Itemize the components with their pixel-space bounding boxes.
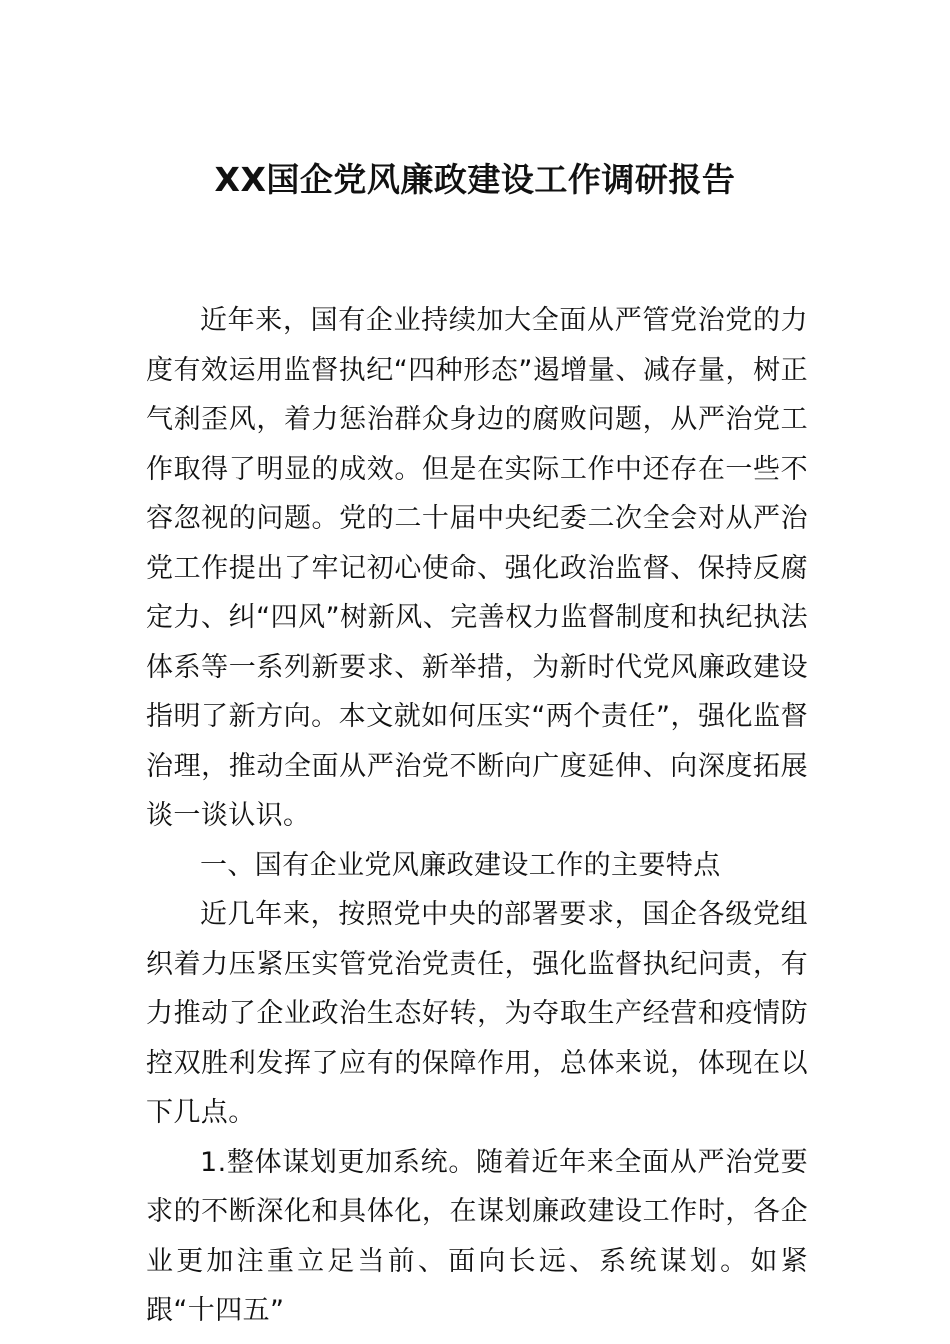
intro-paragraph: 近年来，国有企业持续加大全面从严管党治党的力度有效运用监督执纪“四种形态”遏增量、减存量，树正气刹歪风，着力惩治群众身边的腐败问题，从严治党工作取得了明显的成效。但是在实际工作中还存在一些不容忽视的问题。党的二十届中央纪委二次全会对从严治党工作提出了牢记初心使命、强化政治监督、保持反腐定力、纠“四风”树新风、完善权力监督制度和执纪执法体系等一系列新要求、新举措，为新时代党风廉政建设指明了新方向。本文就如何压实“两个责任”，强化监督治理，推动全面从严治党不断向广度延伸、向深度拓展谈一谈认识。: [146, 305, 808, 831]
section-1-paragraph: 近几年来，按照党中央的部署要求，国企各级党组织着力压紧压实管党治党责任，强化监督执纪问责，有力推动了企业政治生态好转，为夺取生产经营和疫情防控双胜利发挥了应有的保障作用，总体来说，体现在以下几点。: [146, 899, 808, 1128]
point-1-paragraph: 1.整体谋划更加系统。随着近年来全面从严治党要求的不断深化和具体化，在谋划廉政建设工作时，各企业更加注重立足当前、面向长远、系统谋划。如紧跟“十四五”: [146, 1146, 808, 1326]
document-title: XX国企党风廉政建设工作调研报告: [214, 160, 736, 199]
section-heading-1: 一、国有企业党风廉政建设工作的主要特点: [200, 849, 721, 881]
document-body: [146, 296, 808, 1336]
